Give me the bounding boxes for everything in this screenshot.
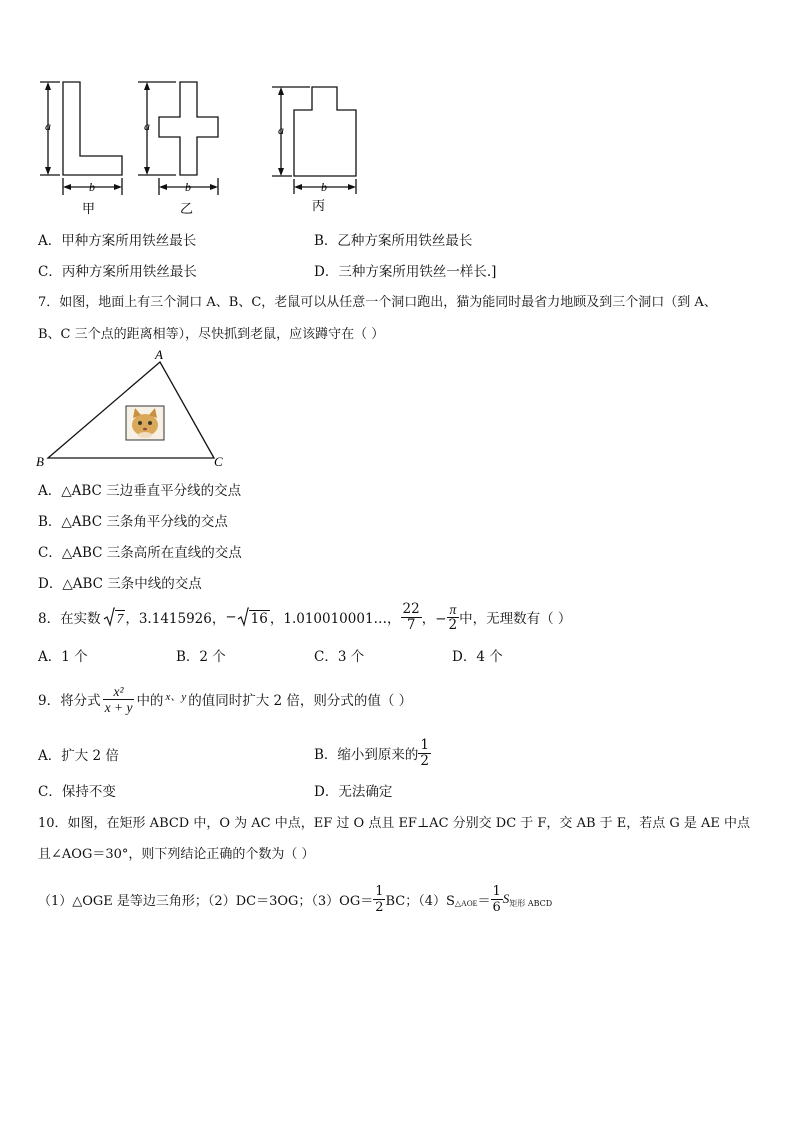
- radical-icon: [103, 607, 115, 627]
- q8-stem: [38, 597, 571, 637]
- q8-neg-sign: −: [225, 609, 237, 625]
- label-a-bing: a: [278, 123, 284, 137]
- label-a-jia: a: [45, 119, 51, 133]
- q8-fraction-22-7: $\frac{22}{7}$: [402, 600, 420, 633]
- q7-stem-line1: 7．如图，地面上有三个洞口 A、B、C，老鼠可以从任意一个洞口跑出，猫为能同时最省力地顾及到三个洞口（到 A、: [38, 295, 717, 310]
- q8-option-a: A．1 个: [38, 649, 88, 665]
- q9-option-d: D．无法确定: [314, 784, 393, 800]
- q8-part2: ，1.010010001…，: [269, 611, 401, 627]
- q7-option-b: B．△ABC 三条角平分线的交点: [38, 514, 228, 530]
- q6-option-b: B．乙种方案所用铁丝最长: [314, 233, 473, 249]
- caption-yi: 乙: [180, 201, 194, 216]
- q8-sqrt7: 7: [103, 607, 126, 627]
- q10-s-subscript-rect: 矩形 ABCD: [509, 898, 553, 908]
- q10-conclusion-text: （1）△OGE 是等边三角形；（2）DC＝3OG；（3）OG＝: [38, 893, 374, 909]
- q9-option-b: [314, 734, 431, 772]
- label-b-bing: b: [321, 180, 327, 194]
- q10-fraction-half: $\frac{1}{2}$: [375, 883, 384, 915]
- q8-option-b: B．2 个: [176, 649, 226, 665]
- caption-bing: 丙: [312, 198, 326, 213]
- q8-part1: ，3.1415926，: [125, 611, 226, 627]
- q8-option-d: D．4 个: [452, 649, 503, 665]
- q6-option-a: A．甲种方案所用铁丝最长: [38, 233, 197, 249]
- q9-option-c: C．保持不变: [38, 784, 116, 800]
- label-b-yi: b: [185, 180, 191, 194]
- q10-fraction-sixth: $\frac{1}{6}$: [492, 883, 501, 915]
- q9-vars: x、y: [165, 691, 187, 703]
- q6-figures: [30, 70, 390, 220]
- label-a-yi: a: [144, 119, 150, 133]
- q9-option-b-text: B．缩小到原来的: [314, 747, 419, 763]
- q6-option-c: C．丙种方案所用铁丝最长: [38, 264, 197, 280]
- q7-option-a: A．△ABC 三边垂直平分线的交点: [38, 483, 242, 499]
- q8-fraction-pi-2: $\frac{\pi}{2}$: [448, 601, 458, 633]
- label-b-jia: b: [89, 180, 95, 194]
- q9-fraction: $\frac{\text{x²}}{x + y}$: [104, 683, 133, 715]
- vertex-b-label: B: [36, 454, 44, 469]
- shape-bing: [294, 87, 356, 176]
- caption-jia: 甲: [82, 201, 96, 216]
- q8-option-c: C．3 个: [314, 649, 365, 665]
- q10-s-subscript-aoe: △AOE: [454, 898, 478, 908]
- shape-yi: [159, 82, 218, 175]
- q10-conclusions: [38, 878, 552, 920]
- q8-part3: ，−: [421, 611, 447, 627]
- q6-option-d: D．三种方案所用铁丝一样长.]: [314, 264, 497, 280]
- q7-stem-line2: B、C 三个点的距离相等），尽快抓到老鼠，应该蹲守在（ ）: [38, 327, 385, 342]
- cat-image: [126, 406, 164, 440]
- q9-option-b-fraction: $\frac{1}{2}$: [420, 736, 430, 769]
- q7-option-d: D．△ABC 三条中线的交点: [38, 576, 202, 592]
- vertex-a-label: A: [155, 347, 163, 362]
- q9-stem: [38, 678, 412, 720]
- q10-conclusion-tail: BC；（4）S: [385, 893, 455, 909]
- q8-suffix: 中，无理数有（ ）: [459, 611, 572, 627]
- q7-option-c: C．△ABC 三条高所在直线的交点: [38, 545, 242, 561]
- vertex-c-label: C: [214, 454, 223, 469]
- q8-sqrt16: 16: [237, 607, 270, 627]
- q10-equals: ＝: [477, 893, 491, 909]
- q9-suffix: 的值同时扩大 2 倍，则分式的值（ ）: [188, 693, 413, 709]
- q9-prefix: 9．将分式: [38, 693, 101, 709]
- shape-jia: [63, 82, 122, 175]
- q9-option-a: A．扩大 2 倍: [38, 748, 119, 764]
- q10-stem-line1: 10．如图，在矩形 ABCD 中，O 为 AC 中点，EF 过 O 点且 EF⊥AC 分别交 DC 于 F，交 AB 于 E，若点 G 是 AE 中点: [38, 816, 751, 831]
- q10-stem-line2: 且∠AOG＝30°，则下列结论正确的个数为（ ）: [38, 847, 315, 862]
- q9-mid: 中的: [136, 693, 164, 709]
- radical-icon: [237, 607, 249, 627]
- q10-s-symbol: S: [502, 891, 510, 906]
- q7-triangle-figure: [30, 345, 240, 470]
- q8-prefix: 8．在实数: [38, 611, 101, 627]
